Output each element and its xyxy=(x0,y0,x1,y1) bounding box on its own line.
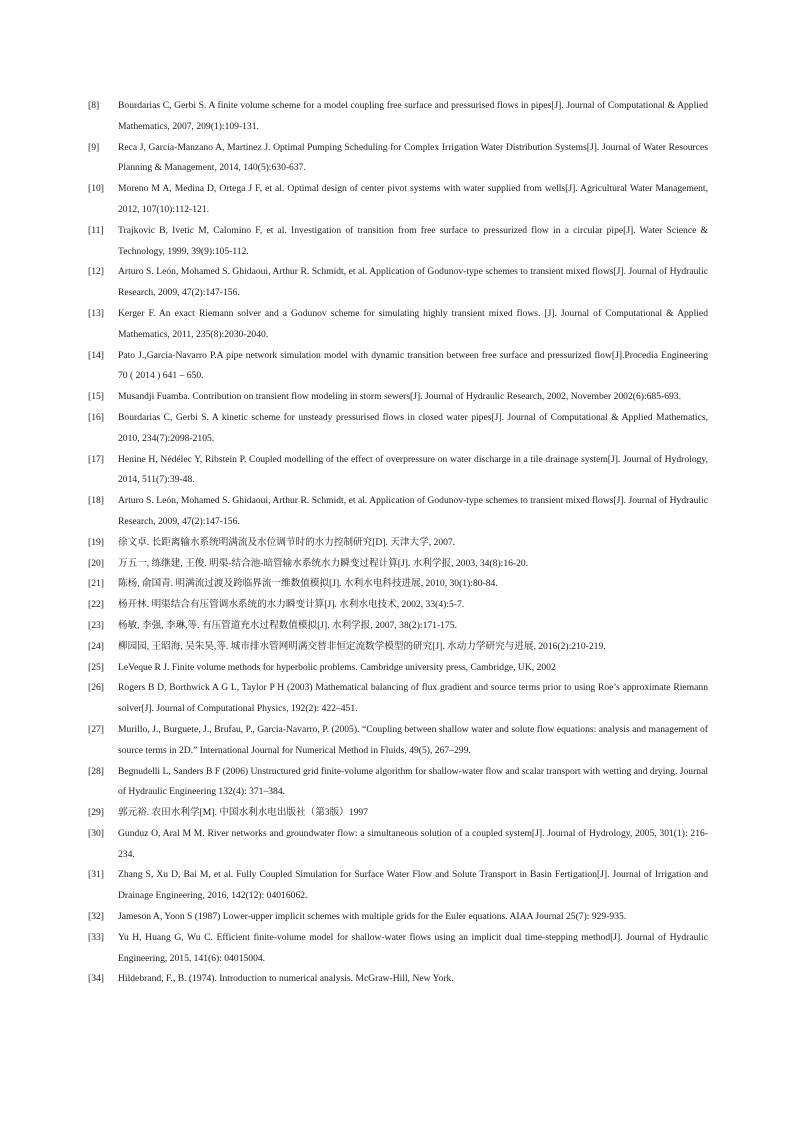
reference-text: Begnudelli L, Sanders B F (2006) Unstructured grid finite-volume algorithm for shallow-water flow and scalar transport with wetting and drying. Journal of Hydraulic Engineering 132(4): 371–384. xyxy=(118,765,708,798)
reference-number: [14] xyxy=(88,349,104,361)
reference-text: Rogers B D, Borthwick A G L, Taylor P H (2003) Mathematical balancing of flux gradient and source terms prior to using Roe’s approximate Riemann solver[J]. Journal of Computational Physics, 192(2): 422–451. xyxy=(118,682,708,715)
reference-item xyxy=(88,533,708,554)
reference-number: [13] xyxy=(88,307,104,319)
reference-item xyxy=(88,595,708,616)
reference-item xyxy=(88,803,708,824)
reference-text: Reca J, García-Manzano A, Martinez J. Optimal Pumping Scheduling for Complex Irrigation Water Distribution Systems[J]. Journal of Water Resources Planning & Management, 2014, 140(5):630-637. xyxy=(118,141,708,174)
reference-item xyxy=(88,262,708,304)
reference-item xyxy=(88,720,708,762)
reference-number: [27] xyxy=(88,723,104,735)
reference-text: Bourdarias C, Gerbi S. A finite volume scheme for a model coupling free surface and pressurised flows in pipes[J]. Journal of Computational & Applied Mathematics, 2007, 209(1):109-131. xyxy=(118,100,708,132)
reference-item xyxy=(88,928,708,970)
reference-number: [8] xyxy=(88,100,100,111)
reference-text: Jameson A, Yoon S (1987) Lower-upper implicit schemes with multiple grids for the Euler equations. AIAA Journal 25(7): 929-935. xyxy=(118,911,627,923)
reference-text: 郭元裕. 农田水利学[M]. 中国水利水电出版社（第3版）1997 xyxy=(118,807,368,819)
reference-item xyxy=(88,554,708,575)
reference-list xyxy=(88,96,708,990)
reference-item xyxy=(88,762,708,804)
reference-text: Yu H, Huang G, Wu C. Efficient finite-volume model for shallow-water flows using an implicit dual time-stepping method[J]. Journal of Hydraulic Engineering, 2015, 141(6): 04015004. xyxy=(118,931,708,964)
reference-text: Zhang S, Xu D, Bai M, et al. Fully Coupled Simulation for Surface Water Flow and Solute Transport in Basin Fertigation[J]. Journal of Irrigation and Drainage Engineering, 2016, 142(12): 04016062. xyxy=(118,869,708,902)
reference-text: 陈杨, 俞国青. 明满流过渡及跨临界流一维数值模拟[J]. 水利水电科技进展, 2010, 30(1):80-84. xyxy=(118,578,498,590)
reference-text: Pato J.,Garcia-Navarro P.A pipe network simulation model with dynamic transition between free surface and pressurized flow[J].Procedia Engineering 70 ( 2014 ) 641 – 650. xyxy=(118,349,708,382)
reference-number: [20] xyxy=(88,557,104,569)
reference-text: Arturo S. León, Mohamed S. Ghidaoui, Arthur R. Schmidt, et al. Application of Godunov-type schemes to transient mixed flows[J]. Journal of Hydraulic Research, 2009, 47(2):147-156. xyxy=(118,495,708,527)
reference-item xyxy=(88,491,708,533)
reference-number: [30] xyxy=(88,827,104,839)
reference-item xyxy=(88,221,708,263)
reference-number: [33] xyxy=(88,931,104,943)
reference-item xyxy=(88,450,708,492)
reference-text: Moreno M A, Medina D, Ortega J F, et al. Optimal design of center pivot systems with water supplied from wells[J]. Agricultural Water Management, 2012, 107(10):112-121. xyxy=(118,183,708,215)
reference-number: [17] xyxy=(88,453,104,465)
reference-number: [32] xyxy=(88,911,104,923)
reference-number: [12] xyxy=(88,266,104,278)
reference-item xyxy=(88,96,708,138)
reference-item xyxy=(88,824,708,866)
reference-number: [19] xyxy=(88,536,104,548)
reference-item xyxy=(88,574,708,595)
reference-number: [15] xyxy=(88,391,104,403)
reference-text: 徐文卓. 长距离输水系统明满流及水位调节时的水力控制研究[D]. 天津大学, 2007. xyxy=(118,536,456,548)
reference-text: Hildebrand, F., B. (1974). Introduction to numerical analysis. McGraw-Hill, New York. xyxy=(118,973,454,985)
reference-text: 杨敏, 李强, 李琳,等. 有压管道充水过程数值模拟[J]. 水利学报, 2007, 38(2):171-175. xyxy=(118,619,457,631)
reference-text: 柳园园, 王昭海, 吴朱昊,等. 城市排水管网明满交替非恒定流数学模型的研究[J]. 水动力学研究与进展, 2016(2):210-219. xyxy=(118,640,606,652)
reference-item xyxy=(88,907,708,928)
reference-number: [24] xyxy=(88,640,104,652)
reference-text: Musandji Fuamba. Contribution on transient flow modeling in storm sewers[J]. Journal of Hydraulic Research, 2002, November 2002(6):685-693. xyxy=(118,391,682,403)
reference-item xyxy=(88,304,708,346)
reference-number: [28] xyxy=(88,765,104,777)
reference-item xyxy=(88,138,708,180)
reference-item xyxy=(88,616,708,637)
reference-item xyxy=(88,658,708,679)
reference-number: [9] xyxy=(88,141,100,153)
reference-text: Arturo S. León, Mohamed S. Ghidaoui, Arthur R. Schmidt, et al. Application of Godunov-type schemes to transient mixed flows[J]. Journal of Hydraulic Research, 2009, 47(2):147-156. xyxy=(118,266,708,299)
reference-text: 万五一, 练继建, 王俊. 明渠-结合池-暗管输水系统水力瞬变过程计算[J]. 水利学报, 2003, 34(8):16-20. xyxy=(118,557,529,569)
reference-number: [29] xyxy=(88,807,104,819)
reference-text: Trajkovic B, Ivetic M, Calomino F, et al. Investigation of transition from free surface to pressurized flow in a circular pipe[J]. Water Science & Technology, 1999, 39(9):105-112. xyxy=(118,224,708,257)
reference-number: [25] xyxy=(88,661,104,673)
reference-text: Henine H, Nédélec Y, Ribstein P. Coupled modelling of the effect of overpressure on water discharge in a tile drainage system[J]. Journal of Hydrology, 2014, 511(7):39-48. xyxy=(118,453,708,486)
reference-number: [31] xyxy=(88,869,104,881)
reference-number: [18] xyxy=(88,495,104,507)
reference-item xyxy=(88,865,708,907)
reference-text: Bourdarias C, Gerbi S. A kinetic scheme for unsteady pressurised flows in closed water pipes[J]. Journal of Computational & Applied Mathematics, 2010, 234(7):2098-2105. xyxy=(118,411,708,444)
reference-item xyxy=(88,346,708,388)
reference-item xyxy=(88,637,708,658)
reference-text: 杨开林. 明渠结合有压管调水系统的水力瞬变计算[J]. 水利水电技术, 2002, 33(4):5-7. xyxy=(118,599,465,611)
reference-number: [11] xyxy=(88,224,104,236)
reference-item xyxy=(88,387,708,408)
reference-number: [22] xyxy=(88,599,104,611)
reference-number: [10] xyxy=(88,183,104,195)
reference-number: [21] xyxy=(88,578,104,590)
reference-text: Murillo, J., Burguete, J., Brufau, P., García-Navarro, P. (2005). “Coupling between shallow water and solute flow equations: analysis and management of source terms in 2D.” International Journal for Numerical Method in Fluids, 49(5), 267–299. xyxy=(118,723,708,756)
reference-text: LeVeque R J. Finite volume methods for hyperbolic problems. Cambridge university press, Cambridge, UK, 2002 xyxy=(118,661,556,673)
reference-item xyxy=(88,969,708,990)
reference-number: [34] xyxy=(88,973,104,985)
reference-number: [16] xyxy=(88,411,104,423)
reference-item xyxy=(88,678,708,720)
reference-item xyxy=(88,179,708,221)
reference-number: [23] xyxy=(88,619,104,631)
reference-item xyxy=(88,408,708,450)
reference-text: Gunduz O, Aral M M. River networks and groundwater flow: a simultaneous solution of a coupled system[J]. Journal of Hydrology, 2005, 301(1): 216-234. xyxy=(118,827,708,860)
reference-text: Kerger F. An exact Riemann solver and a Godunov scheme for simulating highly transient mixed flows. [J]. Journal of Computational & Applied Mathematics, 2011, 235(8):2030-2040. xyxy=(118,307,708,340)
reference-number: [26] xyxy=(88,682,104,694)
